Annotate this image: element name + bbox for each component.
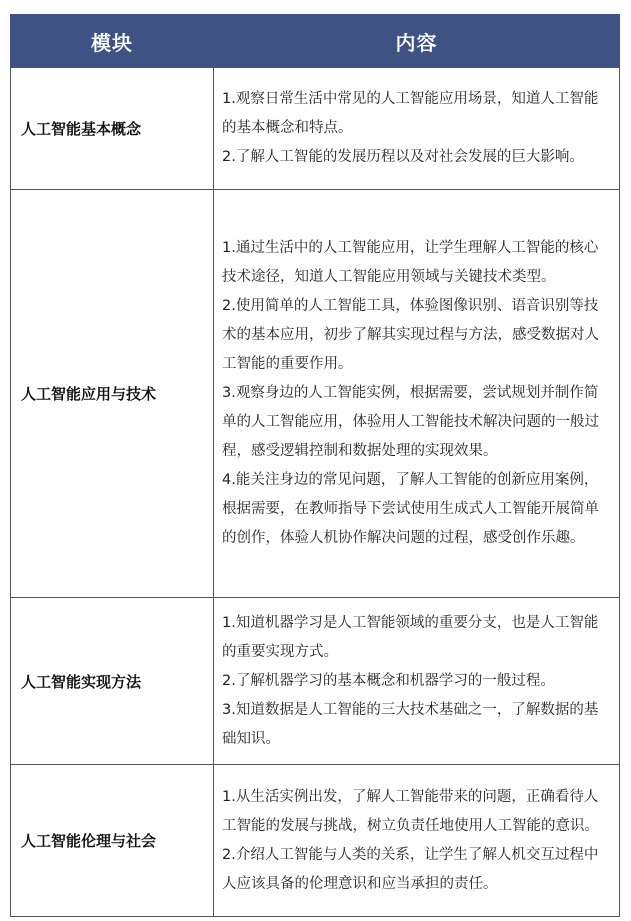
- header-module: 模块: [11, 15, 214, 68]
- content-item: 2.介绍人工智能与人类的关系，让学生了解人机交互过程中人应该具备的伦理意识和应当承担的责任。: [222, 846, 599, 892]
- content-cell: [214, 765, 620, 917]
- content-cell: [214, 68, 620, 190]
- content-cell: [214, 598, 620, 765]
- content-item: 2.了解人工智能的发展历程以及对社会发展的巨大影响。: [222, 149, 584, 165]
- content-item: 1.通过生活中的人工智能应用，让学生理解人工智能的核心技术途径，知道人工智能应用领域与关键技术类型。: [222, 240, 599, 285]
- table-row: [11, 765, 620, 917]
- content-item: 4.能关注身边的常见问题，了解人工智能的创新应用案例，根据需要，在教师指导下尝试使用生成式人工智能开展简单的创作，体验人机协作解决问题的过程，感受创作乐趣。: [222, 472, 599, 546]
- module-name: 人工智能伦理与社会: [11, 765, 214, 917]
- content-cell: [214, 190, 620, 598]
- content-item: 1.知道机器学习是人工智能领域的重要分支，也是人工智能的重要实现方式。: [222, 614, 599, 660]
- module-name: 人工智能基本概念: [11, 68, 214, 190]
- content-item: 3.知道数据是人工智能的三大技术基础之一，了解数据的基础知识。: [222, 701, 599, 747]
- table-header-row: [11, 15, 620, 68]
- header-content: 内容: [214, 15, 620, 68]
- module-name: 人工智能应用与技术: [11, 190, 214, 598]
- content-item: 3.观察身边的人工智能实例，根据需要，尝试规划并制作简单的人工智能应用，体验用人工智能技术解决问题的一般过程，感受逻辑控制和数据处理的实现效果。: [222, 385, 599, 459]
- content-item: 2.使用简单的人工智能工具，体验图像识别、语音识别等技术的基本应用，初步了解其实现过程与方法，感受数据对人工智能的重要作用。: [222, 298, 599, 372]
- table-row: [11, 190, 620, 598]
- module-name: 人工智能实现方法: [11, 598, 214, 765]
- table-row: [11, 598, 620, 765]
- content-item: 2.了解机器学习的基本概念和机器学习的一般过程。: [222, 672, 555, 689]
- content-item: 1.从生活实例出发，了解人工智能带来的问题，正确看待人工智能的发展与挑战，树立负责任地使用人工智能的意识。: [222, 788, 599, 834]
- table-row: [11, 68, 620, 190]
- curriculum-table: [10, 14, 620, 917]
- content-item: 1.观察日常生活中常见的人工智能应用场景，知道人工智能的基本概念和特点。: [222, 91, 599, 136]
